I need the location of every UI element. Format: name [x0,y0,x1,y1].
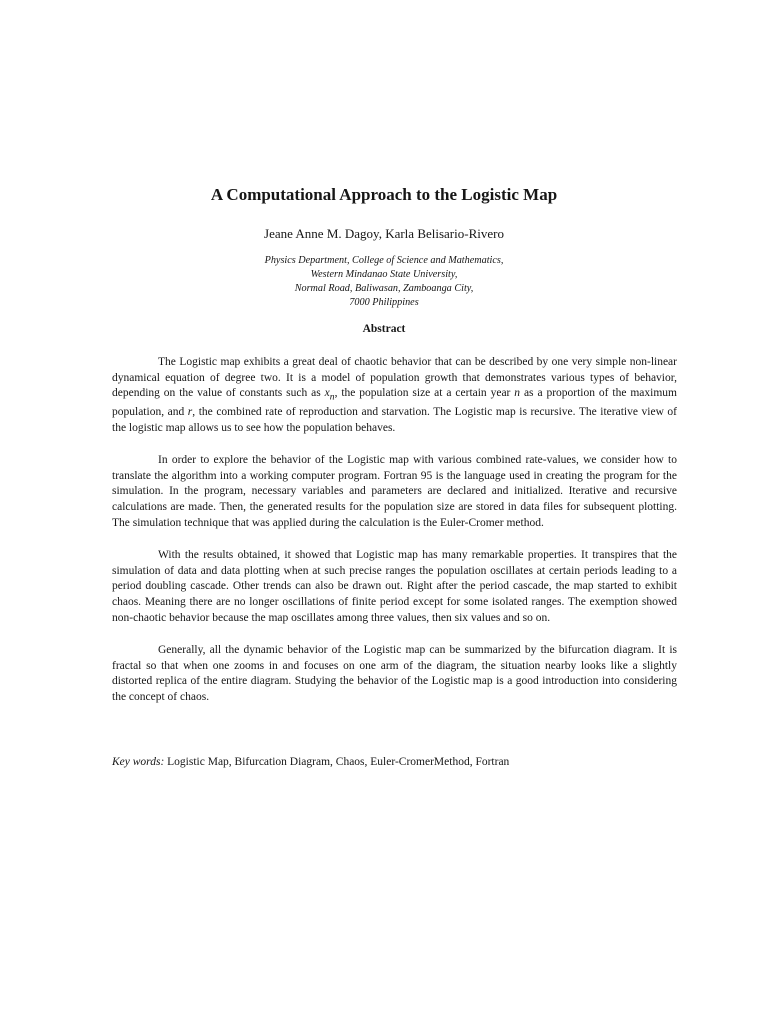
paragraph-text: The Logistic map exhibits a great deal of chaotic behavior that can be described by one very simple non-linear dynamical equation of degree two. It is a model of population growth that demonstrates various types of behavior, depending on the value of constants such as [112,356,677,400]
abstract-body [112,355,677,723]
variable-n: n [514,387,521,400]
affiliation-line: Western Mindanao State University, [310,269,458,280]
affiliation-line: Physics Department, College of Science and Mathematics, [264,255,504,266]
abstract-paragraph: With the results obtained, it showed that Logistic map has many remarkable properties. It transpires that the simulation of data and data plotting when at such precise ranges the population oscillates at certain periods leading to a period doubling cascade. Other trends can also be drawn out. Right after the period cascade, the map started to exhibit chaos. Meaning there are no longer oscillations of finite period except for some isolated ranges. The exemption showed non-chaotic behavior because the map oscillates among three values, then six values and so on. [112,549,677,624]
paper-title: A Computational Approach to the Logistic Map [210,185,558,204]
keywords-line [112,756,677,768]
affiliation-line: 7000 Philippines [349,297,419,308]
variable-subscript: n [329,391,335,403]
keywords-list: Logistic Map, Bifurcation Diagram, Chaos, Euler-CromerMethod, Fortran [164,756,510,768]
variable-r: r [187,406,193,419]
abstract-heading: Abstract [362,323,406,335]
abstract-paragraph: Generally, all the dynamic behavior of the Logistic map can be summarized by the bifurcation diagram. It is fractal so that when one zooms in and focuses on one arm of the diagram, the situation nearby looks like a slightly distorted replica of the entire diagram. Studying the behavior of the Logistic map is a good introduction into considering the concept of chaos. [112,644,677,703]
keywords-label: Key words: [112,756,165,768]
abstract-paragraph [112,355,677,436]
paragraph-text: , the population size at a certain year [334,387,515,400]
paper-authors: Jeane Anne M. Dagoy, Karla Belisario-Rivero [264,226,504,241]
variable-x: $x_n$ [324,387,335,403]
affiliation-line: Normal Road, Baliwasan, Zamboanga City, [294,283,474,294]
author-affiliation [0,254,768,310]
abstract-paragraph: In order to explore the behavior of the Logistic map with various combined rate-values, we consider how to translate the algorithm into a working computer program. Fortran 95 is the language used in creating the program for the simulation. In the program, necessary variables and parameters are declared and initialized. Iterative and recursive calculations are made. Then, the generated results for the population size are stored in data files for subsequent plotting. The simulation technique that was applied during the calculation is the Euler-Cromer method. [112,454,677,529]
paragraph-text: , the combined rate of reproduction and starvation. The Logistic map is recursive. The iterative view of the logistic map allows us to see how the population behaves. [112,406,678,434]
paragraph-text: as a proportion of the maximum population, and [112,387,677,419]
